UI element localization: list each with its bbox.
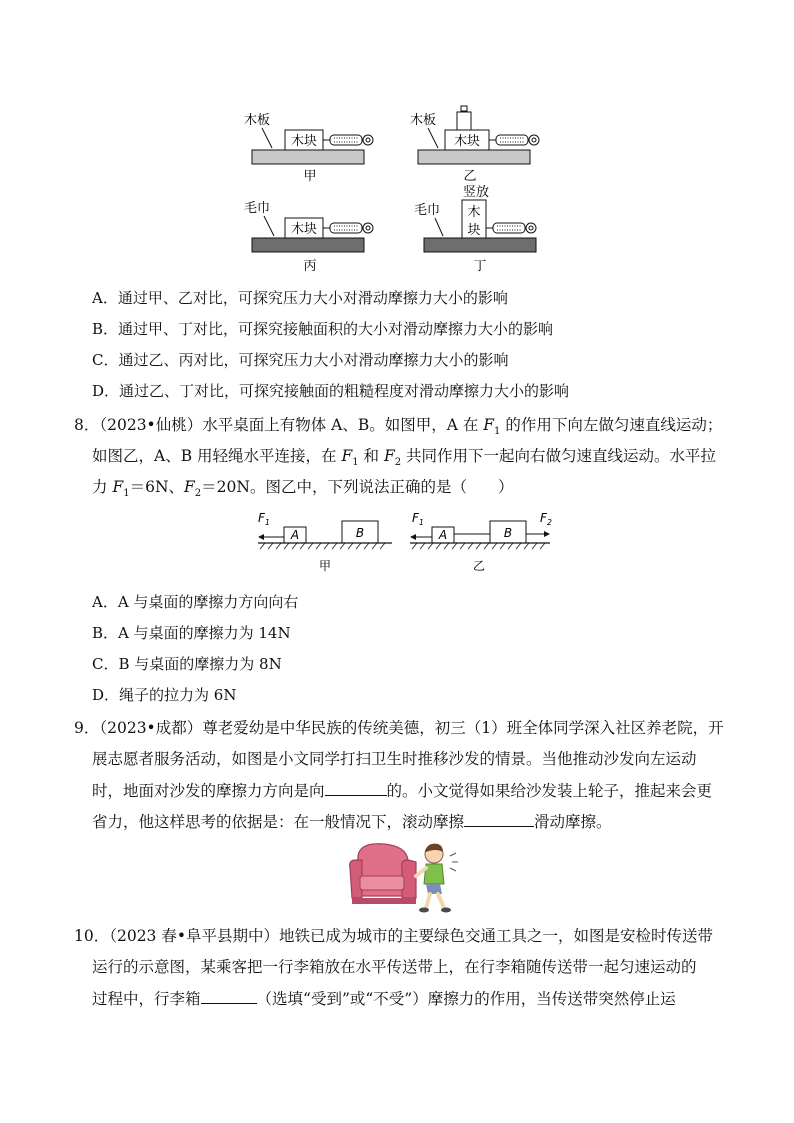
q8-option-d: D．绳子的拉力为 6N bbox=[92, 686, 237, 704]
panel-yi bbox=[410, 106, 539, 184]
answer-blank[interactable] bbox=[201, 988, 257, 1004]
force-label: $F_1$ bbox=[258, 511, 270, 527]
answer-blank[interactable] bbox=[464, 811, 534, 827]
caption-bing: 丙 bbox=[303, 259, 317, 274]
caption-yi: 乙 bbox=[472, 559, 486, 573]
weight-icon bbox=[457, 106, 471, 130]
q7-option-a: A．通过甲、乙对比，可探究压力大小对滑动摩擦力大小的影响 bbox=[92, 289, 508, 307]
towel-surface bbox=[252, 238, 364, 252]
surface-label: 木板 bbox=[410, 113, 437, 128]
block-label: 木 bbox=[467, 205, 481, 220]
q10-stem-line3: 过程中，行李箱 （选填“受到”或“不受”）摩擦力的作用，当传送带突然停止运 bbox=[92, 990, 676, 1008]
q7-option-b: B．通过甲、丁对比，可探究接触面积的大小对滑动摩擦力大小的影响 bbox=[92, 320, 554, 338]
block-label: 块 bbox=[467, 223, 481, 238]
q8-panel-yi bbox=[410, 511, 552, 573]
q7-option-c: C．通过乙、丙对比，可探究压力大小对滑动摩擦力大小的影响 bbox=[92, 351, 509, 369]
label-vertical: 竖放 bbox=[463, 185, 490, 200]
caption-jia: 甲 bbox=[318, 559, 332, 573]
q8-stem-line1: 8．（2023•仙桃）水平桌面上有物体 A、B。如图甲，A 在 $F_1$ 的作用下向左做匀速直线运动； bbox=[74, 416, 723, 438]
svg-text:A: A bbox=[438, 528, 448, 542]
block-label: 木块 bbox=[290, 134, 318, 149]
boy-icon bbox=[416, 844, 458, 913]
panel-ding bbox=[414, 184, 536, 274]
q10-stem-line1: 10．（2023 春•阜平县期中）地铁已成为城市的主要绿色交通工具之一，如图是安检时传送带 bbox=[74, 927, 713, 945]
q9-stem-line3: 时，地面对沙发的摩擦力方向是向 的。小文觉得如果给沙发装上轮子，推起来会更 bbox=[92, 782, 713, 800]
q9-stem-line2: 展志愿者服务活动，如图是小文同学打扫卫生时推移沙发的情景。当他推动沙发向左运动 bbox=[92, 750, 697, 768]
surface-label: 木板 bbox=[244, 113, 271, 128]
block-label: 木块 bbox=[453, 134, 481, 149]
q8-option-c: C．B 与桌面的摩擦力为 8N bbox=[92, 655, 282, 673]
surface-label: 毛巾 bbox=[414, 203, 441, 218]
caption-jia: 甲 bbox=[303, 169, 317, 184]
friction-experiment-figure bbox=[230, 102, 570, 280]
q9-stem-line4: 省力，他这样思考的依据是：在一般情况下，滚动摩擦 滑动摩擦。 bbox=[92, 813, 612, 831]
svg-text:A: A bbox=[290, 528, 300, 542]
spring-scale bbox=[489, 135, 539, 145]
spring-scale bbox=[323, 135, 373, 145]
q9-stem-line1: 9．（2023•成都）尊老爱幼是中华民族的传统美德，初三（1）班全体同学深入社区养老院，开 bbox=[74, 719, 724, 737]
svg-text:B: B bbox=[355, 526, 365, 540]
q10-stem-line2: 运行的示意图，某乘客把一行李箱放在水平传送带上，在行李箱随传送带一起匀速运动的 bbox=[92, 958, 697, 976]
q8-option-b: B．A 与桌面的摩擦力为 14N bbox=[92, 624, 291, 642]
block-label: 木块 bbox=[290, 222, 318, 237]
force-label: $F_2$ bbox=[540, 511, 552, 527]
surface-label: 毛巾 bbox=[244, 201, 271, 216]
wood-board bbox=[418, 150, 530, 164]
q8-figure bbox=[252, 508, 562, 576]
answer-blank[interactable] bbox=[325, 780, 387, 796]
q8-panel-jia bbox=[258, 511, 392, 573]
q8-stem-line2: 如图乙，A、B 用轻绳水平连接，在 $F_1$ 和 $F_2$ 共同作用下一起向右做匀速直线运动。水平拉 bbox=[92, 447, 717, 469]
panel-bing bbox=[244, 200, 373, 274]
spring-scale bbox=[323, 223, 373, 233]
caption-ding: 丁 bbox=[473, 259, 487, 274]
q8-option-a: A．A 与桌面的摩擦力方向向右 bbox=[92, 593, 299, 611]
svg-text:B: B bbox=[503, 526, 513, 540]
panel-jia bbox=[244, 112, 373, 184]
sofa-icon bbox=[350, 844, 416, 904]
sofa-push-illustration bbox=[344, 838, 464, 914]
q7-option-d: D．通过乙、丁对比，可探究接触面的粗糙程度对滑动摩擦力大小的影响 bbox=[92, 382, 570, 400]
spring-scale bbox=[486, 223, 536, 233]
caption-yi: 乙 bbox=[463, 169, 477, 184]
wood-board bbox=[252, 150, 364, 164]
towel-surface bbox=[424, 238, 536, 252]
q8-stem-line3: 力 $F_1=6N$、$F_2=20N$。图乙中，下列说法正确的是（ ） bbox=[92, 478, 514, 500]
force-label: $F_1$ bbox=[412, 511, 424, 527]
